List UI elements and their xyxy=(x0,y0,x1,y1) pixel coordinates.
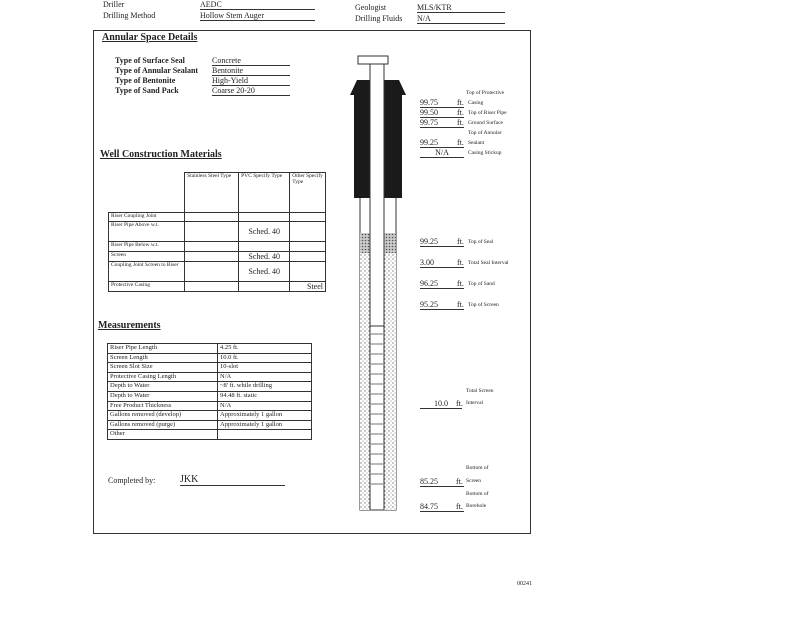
cell-ss xyxy=(185,242,239,252)
elev-label: Screen xyxy=(466,478,481,484)
meas-value: N/A xyxy=(218,401,312,411)
elev-caption: Bottom of xyxy=(466,491,489,497)
elev-label: Casing Stickup xyxy=(468,150,502,156)
elev-label: Top of Screen xyxy=(468,302,499,308)
screen-interval-caption: Total Screen xyxy=(466,388,494,394)
annular-title: Annular Space Details xyxy=(102,32,198,43)
completed-value: JKK xyxy=(180,474,285,486)
meas-value: Approximately 1 gallon xyxy=(218,411,312,421)
meas-value: 94.48 ft. static xyxy=(218,391,312,401)
elev-unit: ft. xyxy=(457,279,464,288)
annular-label: Type of Surface Seal xyxy=(115,56,185,65)
annular-value: Bentonite xyxy=(212,66,290,76)
annular-label: Type of Annular Sealant xyxy=(115,66,199,75)
elev-label: Top of Riser Pipe xyxy=(468,110,507,116)
meas-label: Screen Length xyxy=(108,353,218,363)
meas-label: Gallons removed (develop) xyxy=(108,411,218,421)
row-label: Protective Casing xyxy=(109,282,185,292)
row-label: Coupling Joint Screen to Riser xyxy=(109,262,185,282)
cell-pvc: Sched. 40 xyxy=(239,222,290,242)
meas-value: 10-slot xyxy=(218,363,312,373)
table-row xyxy=(108,353,312,363)
screen-interval xyxy=(420,388,530,408)
elev-unit: ft. xyxy=(456,399,463,408)
measurements-table xyxy=(107,343,312,440)
meas-value: ~8' ft. while drilling xyxy=(218,382,312,392)
driller-value: AEDC xyxy=(200,0,315,10)
elev-value: 3.00 xyxy=(420,258,464,268)
elev-unit: ft. xyxy=(456,502,463,511)
row-label: Riser Pipe Below w.t. xyxy=(109,242,185,252)
meas-label: Free Product Thickness xyxy=(108,401,218,411)
elev-caption: Top of Protective xyxy=(466,90,505,96)
page-number: 00241 xyxy=(517,581,532,587)
elev-value: 85.25 xyxy=(420,477,464,487)
cell-other xyxy=(290,213,326,222)
geologist-value: MLS/KTR xyxy=(417,3,505,13)
meas-label: Gallons removed (purge) xyxy=(108,420,218,430)
table-row xyxy=(108,372,312,382)
cell-pvc xyxy=(239,282,290,292)
elev-label: Borehole xyxy=(466,503,487,509)
well-diagram xyxy=(340,50,415,520)
table-row xyxy=(108,363,312,373)
meas-value xyxy=(218,430,312,440)
cell-pvc xyxy=(239,213,290,222)
elev-value: 99.75 xyxy=(420,98,464,108)
elev-row xyxy=(420,491,530,517)
elev-label: Casing xyxy=(468,100,484,106)
elev-label: Sealant xyxy=(468,140,485,146)
elev-unit: ft. xyxy=(457,258,464,267)
table-row xyxy=(109,252,326,262)
cell-other xyxy=(290,262,326,282)
table-row xyxy=(109,222,326,242)
table-row xyxy=(109,282,326,292)
cell-pvc: Sched. 40 xyxy=(239,252,290,262)
meas-value: 4.25 ft. xyxy=(218,344,312,354)
cell-ss xyxy=(185,213,239,222)
elev-unit: ft. xyxy=(457,98,464,107)
elev-row xyxy=(420,465,530,491)
row-label: Screen xyxy=(109,252,185,262)
table-row xyxy=(108,391,312,401)
elev-value: 84.75 xyxy=(420,502,464,512)
elev-label: Top of Seal xyxy=(468,239,494,245)
elev-value: 99.50 xyxy=(420,108,464,118)
elev-value: 99.25 xyxy=(420,138,464,148)
drilling-fluids-label: Drilling Fluids xyxy=(355,14,403,23)
meas-label: Screen Slot Size xyxy=(108,363,218,373)
meas-value: Approximately 1 gallon xyxy=(218,420,312,430)
bottom-elevations xyxy=(420,465,530,517)
elev-unit: ft. xyxy=(456,477,463,486)
table-row xyxy=(109,262,326,282)
table-row xyxy=(108,382,312,392)
elev-value: 95.25 xyxy=(420,300,464,310)
table-row xyxy=(108,420,312,430)
cell-ss xyxy=(185,282,239,292)
materials-table xyxy=(108,172,326,292)
table-row xyxy=(108,430,312,440)
elev-unit: ft. xyxy=(457,300,464,309)
meas-label: Protective Casing Length xyxy=(108,372,218,382)
well-screen xyxy=(370,326,384,510)
completed-label: Completed by: xyxy=(108,476,156,485)
elev-label: Ground Surface xyxy=(468,120,503,126)
elev-value: 99.25 xyxy=(420,237,464,247)
elev-unit: ft. xyxy=(457,108,464,117)
table-row xyxy=(109,213,326,222)
meas-label: Depth to Water xyxy=(108,382,218,392)
elev-label: Total Seal Interval xyxy=(468,260,509,266)
materials-title: Well Construction Materials xyxy=(100,149,222,160)
drilling-fluids-value: N/A xyxy=(417,14,505,24)
cell-ss xyxy=(185,222,239,242)
cell-other xyxy=(290,252,326,262)
elev-value: 10.0 xyxy=(420,399,462,409)
geologist-label: Geologist xyxy=(355,3,387,12)
elev-value: 99.75 xyxy=(420,118,464,128)
cell-other xyxy=(290,242,326,252)
cell-ss xyxy=(185,262,239,282)
driller-label: Driller xyxy=(103,0,125,9)
col-header-pvc: PVC Specify Type xyxy=(239,173,290,213)
drilling-method-value: Hollow Stem Auger xyxy=(200,11,315,21)
cell-other xyxy=(290,222,326,242)
elev-unit: ft. xyxy=(457,118,464,127)
annular-value: Concrete xyxy=(212,56,290,66)
riser-pipe xyxy=(370,64,384,326)
table-row xyxy=(109,242,326,252)
annular-value: High-Yield xyxy=(212,76,290,86)
meas-label: Riser Pipe Length xyxy=(108,344,218,354)
measurements-title: Measurements xyxy=(98,320,161,331)
row-label: Riser Coupling Joint xyxy=(109,213,185,222)
table-row xyxy=(108,344,312,354)
table-row xyxy=(108,411,312,421)
annular-label: Type of Bentonite xyxy=(115,76,176,85)
elev-value: 96.25 xyxy=(420,279,464,289)
elev-caption: Top of Annular xyxy=(468,130,502,136)
elev-unit: ft. xyxy=(457,237,464,246)
cell-other: Steel xyxy=(290,282,326,292)
drilling-method-label: Drilling Method xyxy=(103,11,156,20)
riser-cap xyxy=(358,56,388,64)
col-header-ss: Stainless Steel Type xyxy=(185,173,239,213)
meas-value: 10.0 ft. xyxy=(218,353,312,363)
elev-label: Interval xyxy=(466,400,484,406)
annular-value: Coarse 20-20 xyxy=(212,86,290,96)
meas-value: N/A xyxy=(218,372,312,382)
annular-label: Type of Sand Pack xyxy=(115,86,179,95)
meas-label: Other xyxy=(108,430,218,440)
elev-label: Top of Sand xyxy=(468,281,495,287)
cell-pvc xyxy=(239,242,290,252)
elev-unit: ft. xyxy=(457,138,464,147)
row-label: Riser Pipe Above w.t. xyxy=(109,222,185,242)
meas-label: Depth to Water xyxy=(108,391,218,401)
elev-value: N/A xyxy=(420,148,464,158)
cell-pvc: Sched. 40 xyxy=(239,262,290,282)
table-row xyxy=(108,401,312,411)
cell-ss xyxy=(185,252,239,262)
elev-caption: Bottom of xyxy=(466,465,489,471)
col-header-other: Other Specify Type xyxy=(290,173,326,213)
